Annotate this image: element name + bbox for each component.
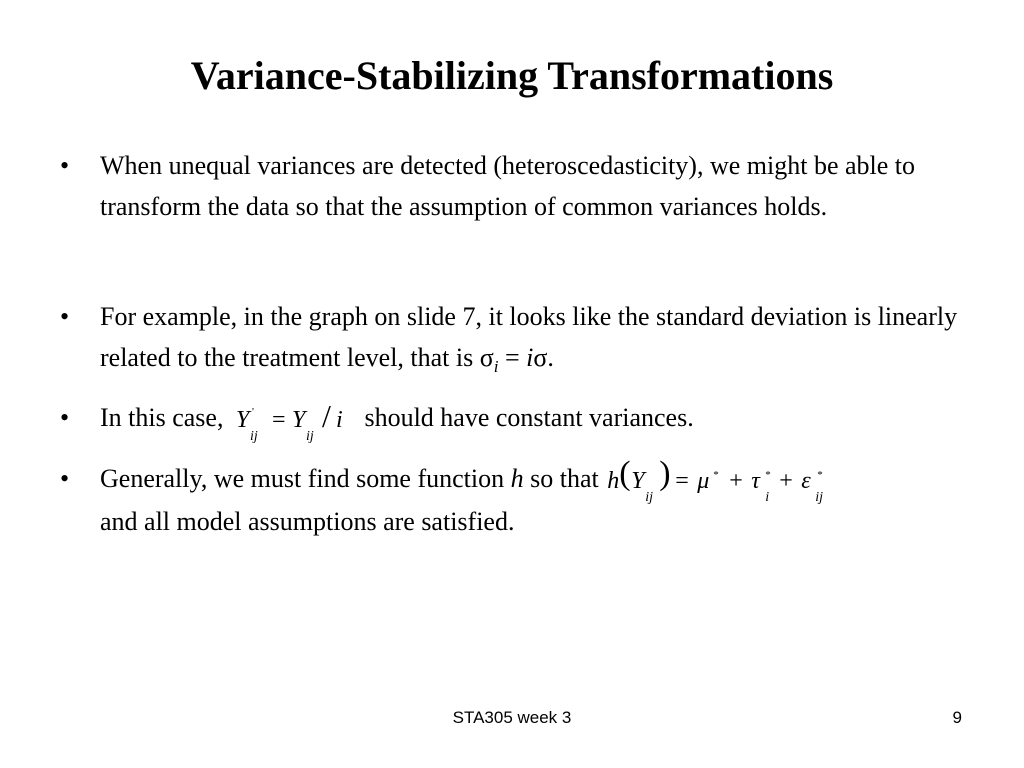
text-after: and all model assumptions are satisfied. bbox=[100, 507, 515, 537]
bullet-text bbox=[100, 397, 960, 445]
bullet-text: When unequal variances are detected (heteroscedasticity), we might be able to transform the data so that the assumption of common variances holds. bbox=[100, 151, 916, 221]
sigma-symbol-2: σ bbox=[533, 343, 548, 372]
formula-sub-i: i bbox=[765, 490, 770, 506]
formula-tau: τ bbox=[751, 468, 760, 495]
bullet-dot: • bbox=[60, 403, 70, 432]
subscript-i: i bbox=[493, 357, 499, 376]
formula-star-1: * bbox=[713, 469, 719, 482]
formula-star-2: * bbox=[765, 469, 771, 482]
formula-mu: μ bbox=[697, 468, 710, 495]
formula-sub-ij: ij bbox=[645, 490, 653, 506]
text-before: In this case, bbox=[100, 403, 224, 432]
formula-prime: ' bbox=[251, 406, 254, 419]
formula-sub-ij: ij bbox=[249, 429, 258, 445]
italic-h: h bbox=[510, 464, 524, 493]
formula-i: i bbox=[335, 407, 343, 434]
model-formula bbox=[605, 455, 837, 506]
formula-epsilon: ε bbox=[801, 468, 811, 495]
slide-title: Variance-Stabilizing Transformations bbox=[190, 53, 834, 98]
bullet-dot: • bbox=[60, 464, 70, 493]
formula-plus-2: + bbox=[779, 468, 793, 495]
period: . bbox=[547, 343, 554, 372]
text-mid: so that bbox=[523, 464, 599, 493]
formula-Y2: Y bbox=[291, 407, 306, 434]
text-after: should have constant variances. bbox=[364, 403, 694, 432]
equals-sign: = bbox=[498, 343, 527, 372]
formula-plus-1: + bbox=[729, 468, 743, 495]
sigma-symbol: σ bbox=[479, 343, 494, 372]
formula-sub-ij2: ij bbox=[815, 490, 823, 506]
formula-equals: = bbox=[271, 407, 286, 434]
formula-equals: = bbox=[675, 468, 689, 495]
footer-course-label: STA305 week 3 bbox=[452, 708, 572, 727]
bullet-dot: • bbox=[60, 302, 70, 331]
text-before: For example, in the graph on slide 7, it looks like the standard deviation is linearly related to the treatment level, that is bbox=[100, 302, 958, 372]
transform-formula bbox=[230, 398, 358, 445]
footer-page-number: 9 bbox=[952, 708, 962, 727]
bullet-text bbox=[100, 455, 960, 542]
text-before: Generally, we must find some function bbox=[100, 464, 511, 493]
formula-rparen: ) bbox=[659, 455, 671, 493]
formula-h: h bbox=[607, 468, 620, 495]
bullet-dot: • bbox=[60, 151, 70, 180]
formula-Y: Y bbox=[631, 468, 645, 495]
formula-lparen: ( bbox=[619, 455, 631, 493]
formula-sub-ij2: ij bbox=[305, 429, 314, 445]
formula-star-3: * bbox=[817, 469, 823, 482]
bullet-text bbox=[100, 296, 960, 387]
italic-i: i bbox=[526, 343, 534, 372]
formula-Y: Y bbox=[235, 407, 250, 434]
formula-slash: / bbox=[321, 398, 331, 435]
